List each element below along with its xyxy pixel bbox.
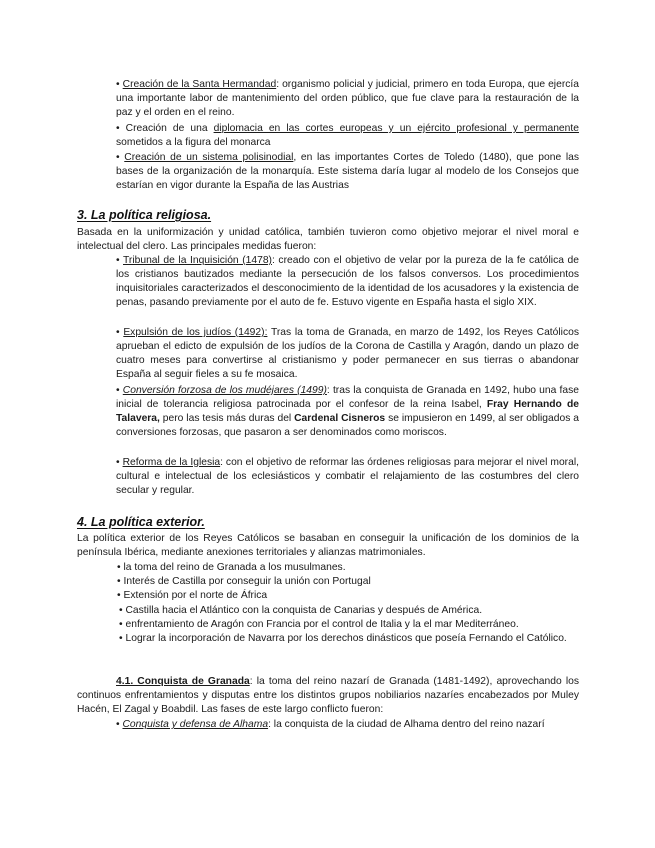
list-item-text: la toma del reino de Granada a los musulmanes.	[123, 562, 346, 573]
bullet-text: pero las tesis más duras del	[159, 413, 295, 424]
bullet-text: : organismo policial y judicial, primero en toda Europa, que ejercía una importante labor de mantenimiento del orden público, que fue clave para la restauración de la paz y el orden en el reino.	[116, 79, 579, 118]
bold-name: Cardenal Cisneros	[294, 413, 386, 424]
section-4-heading: 4. La política exterior.	[77, 515, 205, 529]
bullet-glyph: •	[116, 79, 120, 90]
list-item	[117, 561, 579, 575]
bullet-text: , en las importantes Cortes de Toledo (1480), que pone las bases de la organización de la monarquía. Este sistema daría lugar al modelo de los Consejos que estarían en vigor durante la España de las Austrias	[116, 152, 579, 191]
bullet-glyph: •	[116, 719, 120, 730]
section-3-heading: 3. La política religiosa.	[77, 208, 212, 222]
bullet-text: se impusieron en 1499, al ser obligados a conversiones forzosas, que pasaron a ser denominados como moriscos.	[116, 413, 579, 438]
bullet-glyph: •	[116, 152, 120, 163]
bullet-polisinodial	[116, 151, 579, 193]
list-item-text: Interés de Castilla por conseguir la unión con Portugal	[123, 576, 371, 587]
list-item	[117, 575, 579, 589]
section-4-intro: La política exterior de los Reyes Católicos se basaban en conseguir la unificación de los dominios de la península Ibérica, mediante anexiones territoriales y alianzas matrimoniales.	[77, 533, 579, 558]
bullet-glyph: •	[117, 576, 121, 587]
term: Creación de la Santa Hermandad	[122, 79, 277, 90]
bullet-glyph: •	[119, 605, 123, 616]
term: Conquista y defensa de Alhama	[122, 719, 269, 730]
bullet-mudejares	[116, 384, 579, 440]
list-item	[117, 589, 579, 603]
bullet-glyph: •	[119, 619, 123, 630]
bullet-glyph: •	[119, 633, 123, 644]
term: Expulsión de los judíos (1492):	[123, 327, 268, 338]
list-item	[119, 604, 579, 618]
bullet-glyph: •	[116, 123, 120, 134]
bullet-glyph: •	[116, 457, 120, 468]
subsection-title: 4.1. Conquista de Granada	[116, 676, 250, 687]
bullet-alhama	[116, 718, 579, 732]
bullet-glyph: •	[116, 255, 120, 266]
bullet-inquisicion	[116, 254, 579, 310]
term: diplomacia en las cortes europeas y un ejército profesional y permanente	[213, 123, 579, 134]
term: Conversión forzosa de los mudéjares (1499)	[122, 385, 327, 396]
bullet-text: : tras la conquista de Granada en 1492, hubo una fase inicial de tolerancia religiosa patrocinada por el confesor de la reina Isabel,	[116, 385, 579, 410]
term: Tribunal de la Inquisición (1478)	[123, 255, 272, 266]
bullet-text: Tras la toma de Granada, en marzo de 1492, los Reyes Católicos aprueban el edicto de expulsión de los judíos de la Corona de Castilla y Aragón, dando un plazo de cuatro meses para convertirse al cristianismo y poder permanecer en sus tierras o abandonar España al seguir fieles a su fe mosaica.	[116, 327, 579, 380]
bullet-reforma-iglesia	[116, 456, 579, 498]
bullet-glyph: •	[117, 562, 121, 573]
bullet-text: sometidos a la figura del monarca	[116, 137, 271, 148]
term: Creación de un sistema polisinodial	[124, 152, 294, 163]
bullet-santa-hermandad	[116, 78, 579, 120]
bullet-glyph: •	[116, 327, 120, 338]
bullet-text: : creado con el objetivo de velar por la pureza de la fe católica de los cristianos bautizados mediante la persecución de los falsos conversos. Los procedimientos inquisitoriales caracterizados el desconocimiento de la identidad de los acusadores y la existencia de penas, pasando previamente por el auto de fe. Estuvo vigente en España hasta el siglo XIX.	[116, 255, 579, 308]
bullet-text: Creación de una	[125, 123, 214, 134]
list-item-text: enfrentamiento de Aragón con Francia por el control de Italia y la el mar Mediterráneo.	[125, 619, 519, 630]
bullet-text: : la conquista de la ciudad de Alhama dentro del reino nazarí	[268, 719, 545, 730]
list-item-text: Lograr la incorporación de Navarra por los derechos dinásticos que poseía Fernando el Católico.	[125, 633, 567, 644]
list-item	[119, 618, 579, 632]
list-item-text: Extensión por el norte de África	[123, 590, 268, 601]
bullet-glyph: •	[117, 590, 121, 601]
bullet-glyph: •	[116, 385, 120, 396]
subsection-text: : la toma del reino nazarí de Granada (1481-1492), aprovechando los continuos enfrentamientos y disputas entre los distintos grupos nobiliarios nazaríes encabezados por Muley Hacén, El Zagal y Boabdil. Las fases de este largo conflicto fueron:	[77, 676, 580, 715]
term: Reforma de la Iglesia	[122, 457, 221, 468]
bold-name: Fray Hernando de Talavera,	[116, 399, 579, 424]
subsection-granada	[77, 675, 579, 717]
bullet-diplomacia	[116, 122, 579, 150]
list-item-navarra	[77, 632, 579, 646]
section-3-intro: Basada en la uniformización y unidad católica, también tuvieron como objetivo mejorar el nivel moral e intelectual del clero. Las principales medidas fueron:	[77, 227, 579, 252]
bullet-expulsion-judios	[116, 326, 579, 382]
list-item-text: Castilla hacia el Atlántico con la conquista de Canarias y después de América.	[125, 605, 483, 616]
bullet-text: : con el objetivo de reformar las órdenes religiosas para mejorar el nivel moral, cultural e intelectual de los eclesiásticos y combatir el relajamiento de las costumbres del clero secular y regular.	[116, 457, 579, 496]
